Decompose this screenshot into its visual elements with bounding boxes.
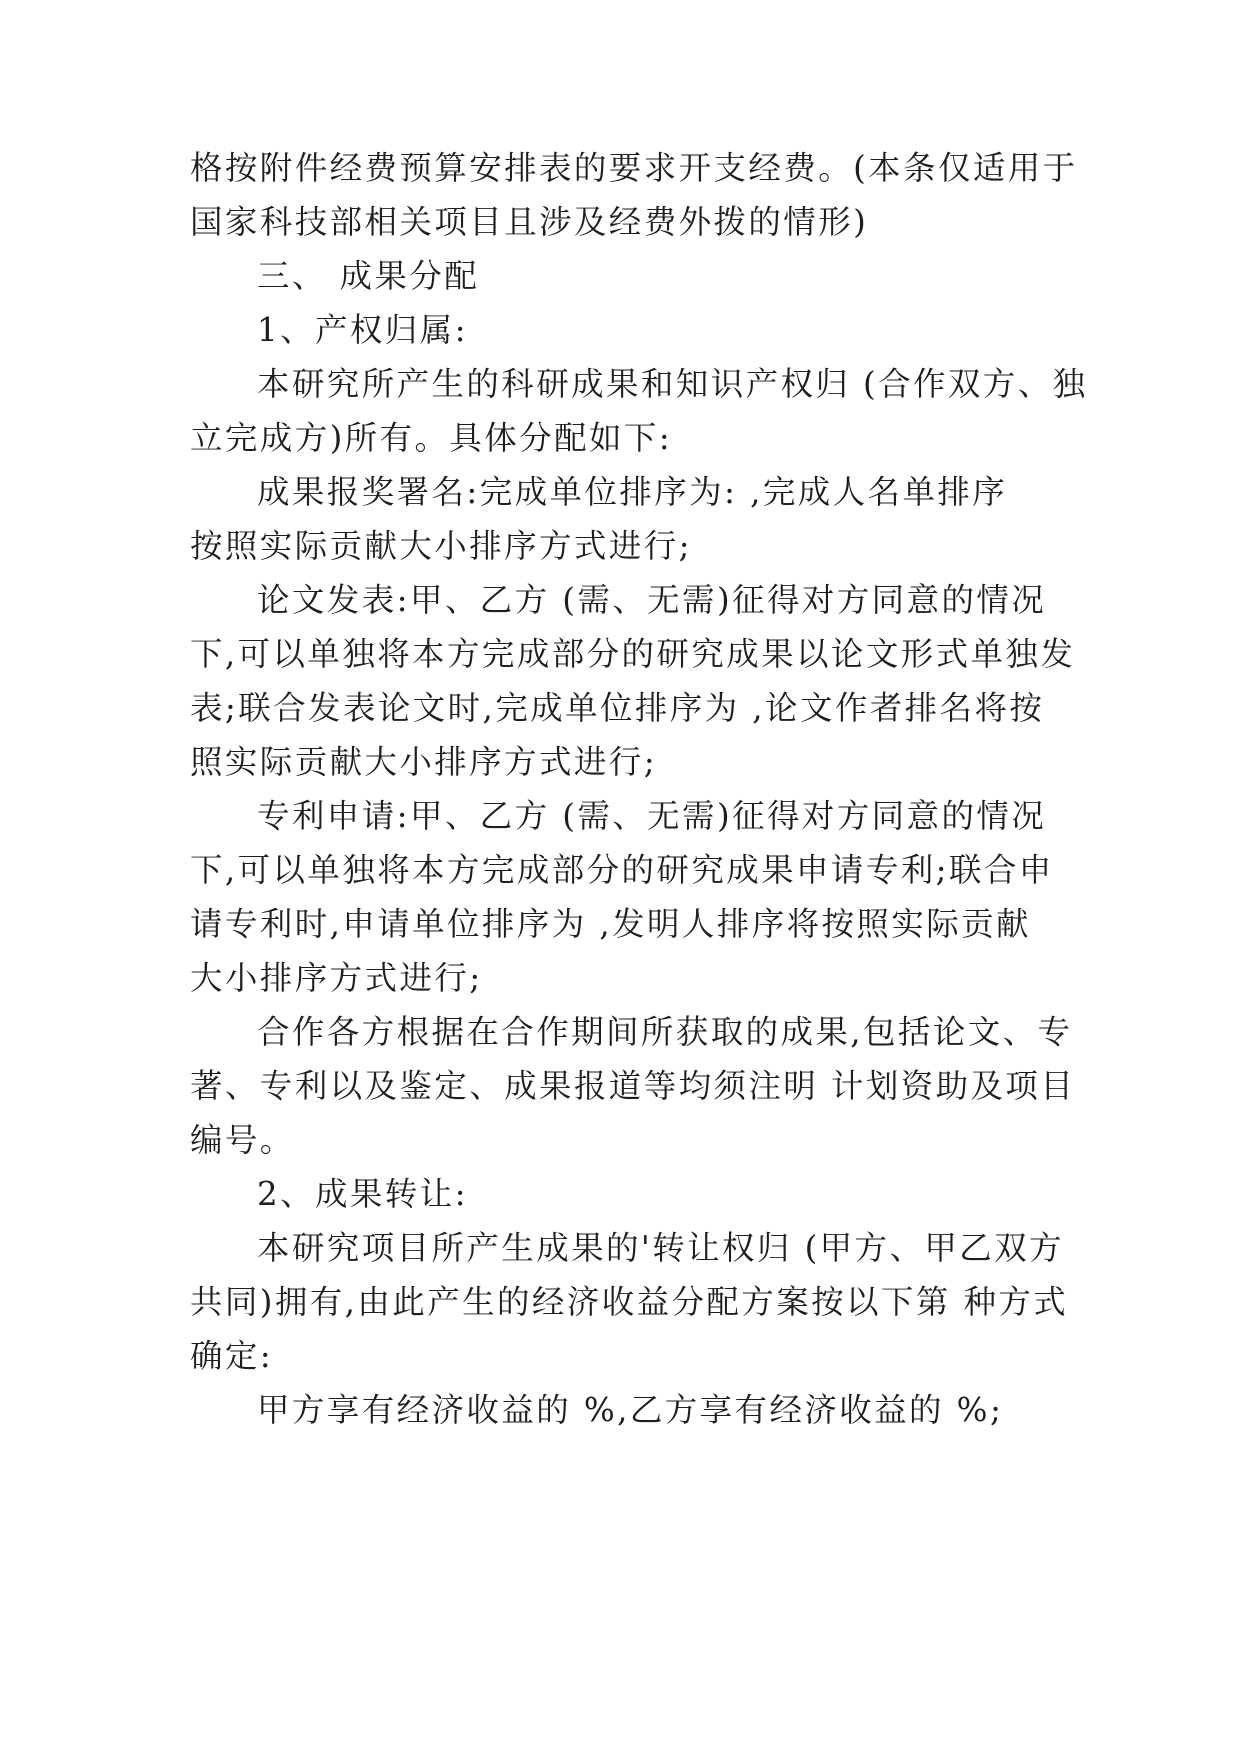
section-heading: 三、 成果分配 bbox=[257, 257, 480, 295]
text-line: 大小排序方式进行; bbox=[190, 959, 483, 997]
text-line: 编号。 bbox=[190, 1121, 295, 1159]
text-line: 成果报奖署名:完成单位排序为: ,完成人名单排序 bbox=[257, 473, 1008, 511]
text-line: 甲方享有经济收益的 %,乙方享有经济收益的 %; bbox=[257, 1391, 1004, 1429]
subsection-heading: 2、成果转让: bbox=[257, 1175, 468, 1213]
text-line: 格按附件经费预算安排表的要求开支经费。(本条仅适用于 bbox=[190, 149, 1078, 187]
text-line: 专利申请:甲、乙方 (需、无需)征得对方同意的情况 bbox=[257, 797, 1047, 835]
text-line: 按照实际贡献大小排序方式进行; bbox=[190, 527, 692, 565]
text-line: 本研究所产生的科研成果和知识产权归 (合作双方、独 bbox=[257, 365, 1088, 403]
text-line: 共同)拥有,由此产生的经济收益分配方案按以下第 种方式 bbox=[190, 1283, 1069, 1321]
subsection-heading: 1、产权归属: bbox=[257, 311, 468, 349]
text-line: 合作各方根据在合作期间所获取的成果,包括论文、专 bbox=[257, 1013, 1073, 1051]
text-line: 下,可以单独将本方完成部分的研究成果申请专利;联合申 bbox=[190, 851, 1054, 889]
text-line: 论文发表:甲、乙方 (需、无需)征得对方同意的情况 bbox=[257, 581, 1047, 619]
text-line: 确定: bbox=[190, 1337, 274, 1375]
text-line: 表;联合发表论文时,完成单位排序为 ,论文作者排名将按 bbox=[190, 689, 1045, 727]
text-line: 照实际贡献大小排序方式进行; bbox=[190, 743, 658, 781]
text-line: 国家科技部相关项目且涉及经费外拨的情形) bbox=[190, 203, 869, 241]
text-line: 著、专利以及鉴定、成果报道等均须注明 计划资助及项目 bbox=[190, 1067, 1076, 1105]
text-line: 下,可以单独将本方完成部分的研究成果以论文形式单独发 bbox=[190, 635, 1076, 673]
text-line: 请专利时,申请单位排序为 ,发明人排序将按照实际贡献 bbox=[190, 905, 1031, 943]
text-line: 本研究项目所产生成果的'转让权归 (甲方、甲乙双方 bbox=[257, 1229, 1064, 1267]
text-line: 立完成方)所有。具体分配如下: bbox=[190, 419, 673, 457]
